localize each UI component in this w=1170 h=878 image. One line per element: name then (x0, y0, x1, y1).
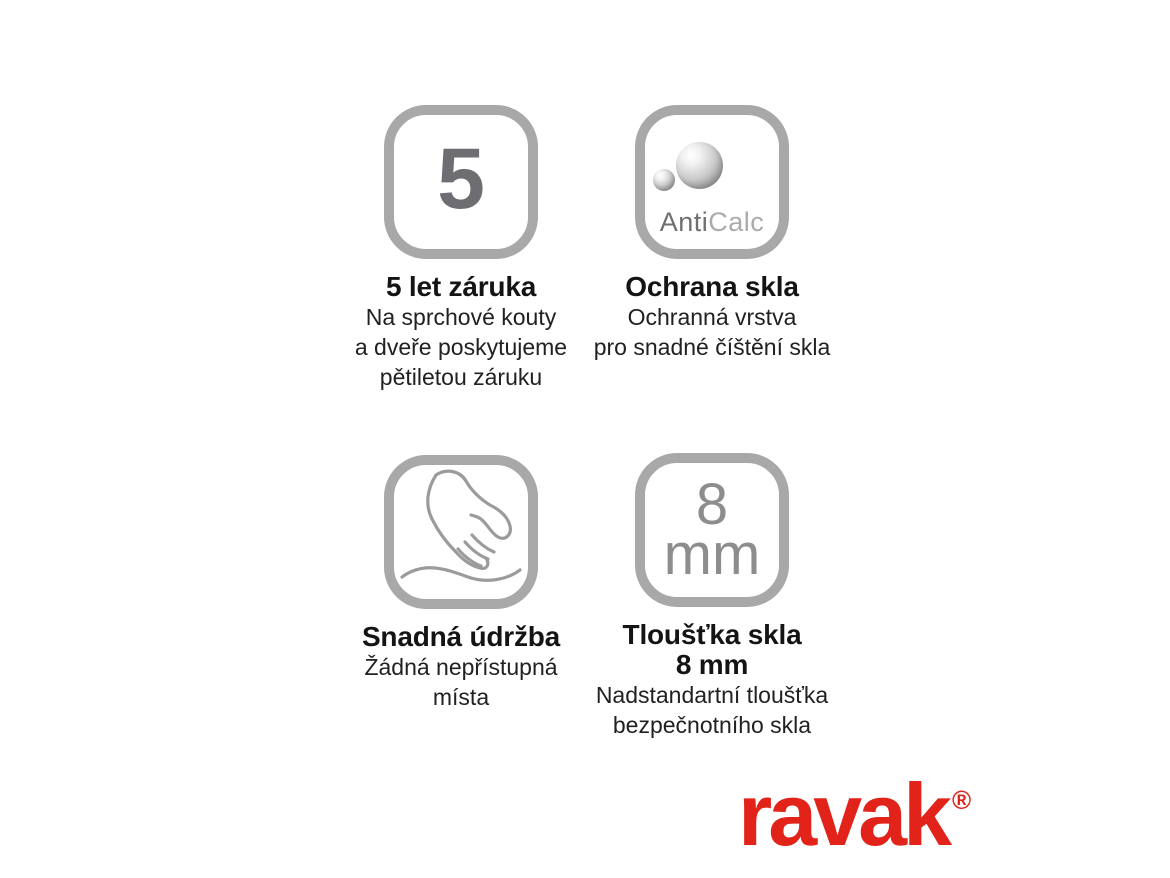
feature-glass-protection-line: Ochranná vrstva (627, 304, 797, 330)
feature-glass-protection (562, 105, 862, 362)
anticalc-wordmark (645, 209, 779, 236)
feature-easy-maintenance-line: místa (432, 684, 490, 710)
hand-wipe-icon (384, 455, 538, 609)
water-drop-small-icon (653, 169, 675, 191)
feature-glass-thickness-subtitle: 8 mm (675, 649, 749, 680)
feature-glass-thickness (562, 453, 862, 740)
feature-easy-maintenance-line: Žádná nepřístupná (364, 654, 558, 680)
anticalc-text-dark: Anti (659, 207, 709, 237)
feature-glass-thickness-title: Tloušťka skla (622, 619, 802, 650)
water-drop-large-icon (676, 142, 723, 189)
glass-thickness-unit: mm (663, 522, 761, 587)
warranty-5-icon (384, 105, 538, 259)
warranty-5-digit: 5 (437, 131, 485, 227)
feature-glass-protection-title: Ochrana skla (625, 271, 799, 302)
feature-glass-thickness-line: bezpečnotního skla (612, 712, 812, 738)
hand-wipe-glyph (394, 465, 528, 599)
glass-thickness-value: 8 (695, 472, 729, 537)
anticalc-text-light: Calc (708, 207, 765, 237)
anticalc-icon (635, 105, 789, 259)
feature-glass-protection-line: pro snadné číštění skla (593, 334, 831, 360)
feature-warranty-line: a dveře poskytujeme (354, 334, 568, 360)
feature-easy-maintenance-title: Snadná údržba (361, 621, 561, 652)
ravak-logo (738, 765, 972, 864)
feature-warranty-title: 5 let záruka (385, 271, 537, 302)
feature-warranty-line: Na sprchové kouty (365, 304, 557, 330)
feature-warranty-line: pětiletou záruku (379, 364, 543, 390)
registered-trademark-icon: ® (952, 785, 972, 815)
feature-glass-thickness-line: Nadstandartní tloušťka (595, 682, 829, 708)
glass-thickness-icon (635, 453, 789, 607)
ravak-logo-text: ravak (738, 765, 949, 864)
